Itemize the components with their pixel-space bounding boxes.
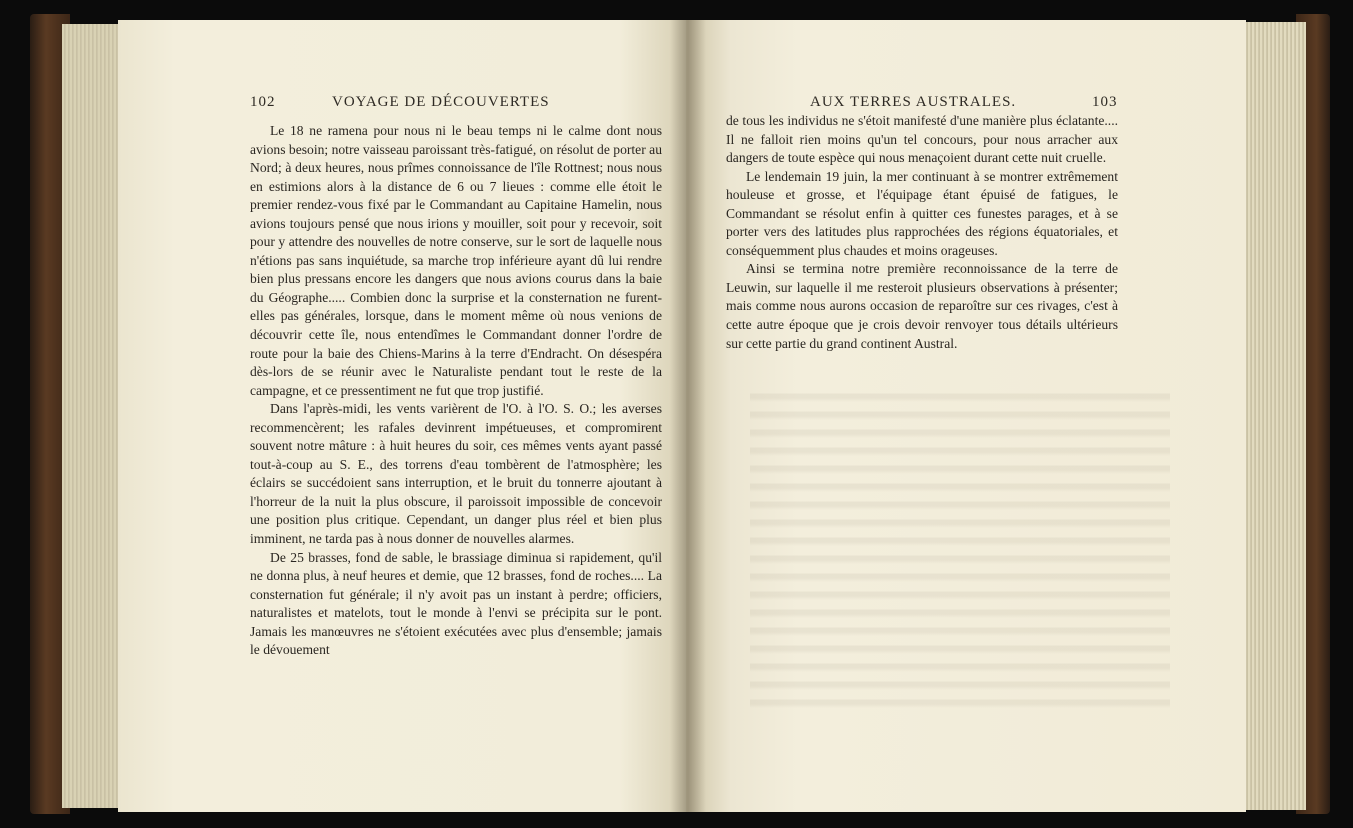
left-running-title: VOYAGE DE DÉCOUVERTES	[332, 94, 550, 110]
paragraph: Ainsi se termina notre première reconnoissance de la terre de Leuwin, sur laquelle il me resteroit plusieurs observations à présenter; mais comme nous aurons occasion de reparoître sur ces rivages, c'est à cette autre époque que je crois devoir renvoyer tous détails ultérieurs sur cette partie du grand continent Austral.	[726, 261, 1118, 351]
left-page-text	[250, 122, 662, 660]
right-page-number: 103	[1092, 94, 1118, 110]
paragraph: Le 18 ne ramena pour nous ni le beau temps ni le calme dont nous avions besoin; notre vaisseau paroissant très-fatigué, on résolut de porter au Nord; à deux heures, nous prîmes connoissance de l'île Rottnest; nous nous en estimions alors à la distance de 6 ou 7 lieues : comme elle étoit le premier rendez-vous fixé par le Commandant au Capitaine Hamelin, nous avions toujours pensé que nous irions y mouiller, soit pour y recevoir, soit pour y attendre des nouvelles de notre conserve, sur le sort de laquelle nous n'étions pas sans inquiétude, sa marche trop inférieure ayant dû lui rendre bien plus pressans encore les dangers que nous avions courus dans la baie du Géographe..... Combien donc la surprise et la consternation ne furent-elles pas générales, lorsque, dans le moment même où nous venions de découvrir cette île, nous entendîmes le Commandant donner l'ordre de route pour la baie des Chiens-Marins à la terre d'Endracht. On désespéra dès-lors de se réunir avec le Naturaliste pendant tout le reste de la campagne, et ce pressentiment ne fut que trop justifié.	[250, 123, 662, 398]
left-page-header	[118, 94, 688, 114]
right-page-header	[686, 94, 1246, 114]
left-page-number: 102	[250, 94, 276, 110]
paragraph: Le lendemain 19 juin, la mer continuant à se montrer extrêmement houleuse et grosse, et l'équipage étant épuisé de fatigues, le Commandant se résolut enfin à quitter ces funestes parages, et à se porter vers des latitudes plus rapprochées des régions équatoriales, et conséquemment plus chaudes et moins orageuses.	[726, 168, 1118, 258]
right-running-title: AUX TERRES AUSTRALES.	[810, 94, 1017, 110]
paragraph: de tous les individus ne s'étoit manifesté d'une manière plus éclatante.... Il ne falloit rien moins qu'un tel concours, pour nous arracher aux dangers de toute espèce qui nous menaçoient durant cette nuit cruelle.	[726, 113, 1118, 166]
right-page-text	[726, 112, 1118, 353]
left-page	[118, 20, 688, 812]
show-through-text	[750, 384, 1170, 714]
paragraph: De 25 brasses, fond de sable, le brassiage diminua si rapidement, qu'il ne donna plus, à neuf heures et demie, que 12 brasses, fond de roches.... La consternation fut générale; il n'y avoit pas un instant à perdre; officiers, naturalistes et matelots, tout le monde à l'envi se précipita sur le pont. Jamais les manœuvres ne s'étoient exécutées avec plus d'ensemble; jamais le dévouement	[250, 549, 662, 658]
paragraph: Dans l'après-midi, les vents varièrent de l'O. à l'O. S. O.; les averses recommencèrent; les rafales devinrent impétueuses, et compromirent souvent notre mâture : à huit heures du soir, ces mêmes vents ayant passé tout-à-coup au S. E., des torrens d'eau tombèrent de l'atmosphère; les éclairs se succédoient sans interruption, et le bruit du tonnerre ajoutant à l'horreur de la nuit la plus obscure, il paroissoit impossible de concevoir une position plus critique. Cependant, un danger plus réel et bien plus imminent, ne tarda pas à nous donner de nouvelles alarmes.	[250, 401, 662, 547]
open-book	[30, 14, 1330, 814]
book-gutter	[670, 20, 706, 812]
